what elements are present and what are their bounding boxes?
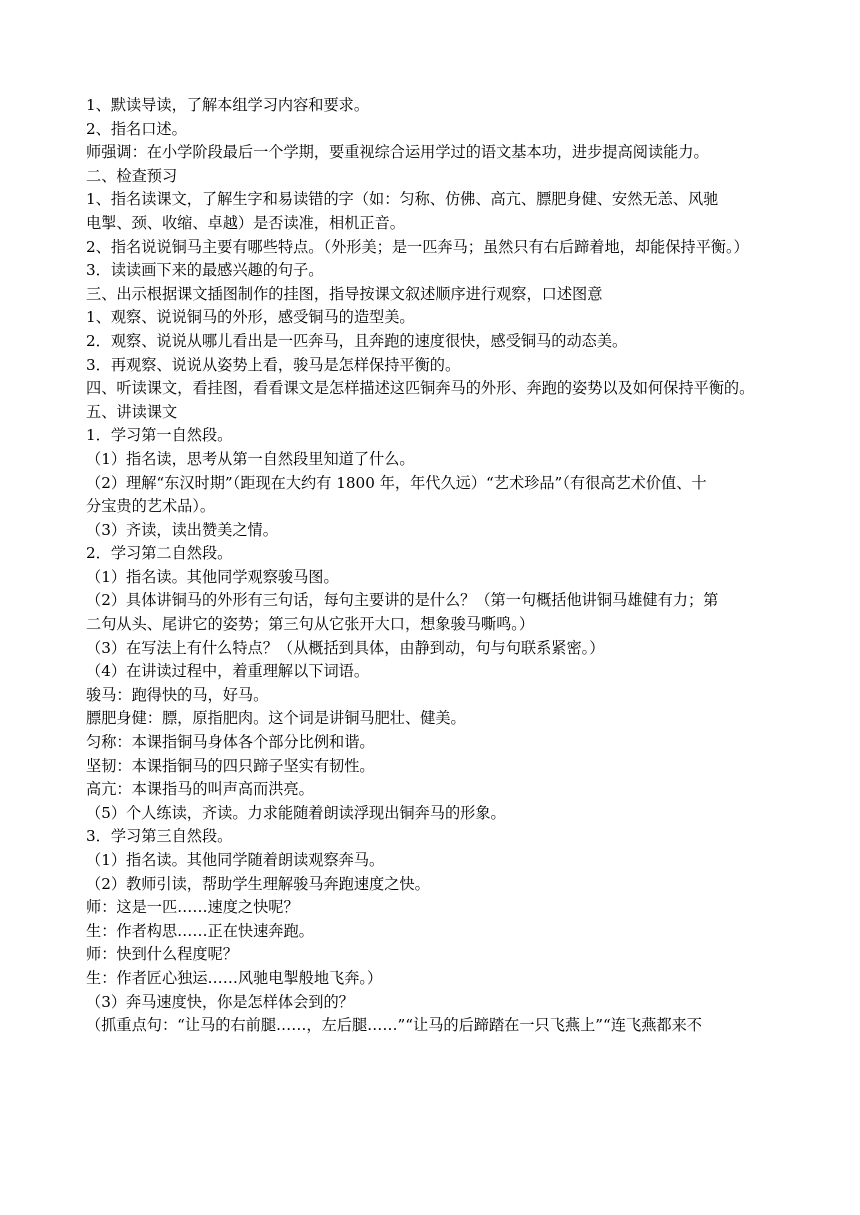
text-line: 膘肥身健：膘，原指肥肉。这个词是讲铜马肥壮、健美。 bbox=[86, 709, 466, 728]
text-line: 3．读读画下来的最感兴趣的句子。 bbox=[86, 261, 324, 280]
text-line: （3）在写法上有什么特点？（从概括到具体，由静到动，句与句联系紧密。） bbox=[86, 638, 605, 657]
text-line: （3）齐读，读出赞美之情。 bbox=[86, 520, 278, 539]
text-line: （2）具体讲铜马的外形有三句话，每句主要讲的是什么？（第一句概括他讲铜马雄健有力；第 bbox=[86, 591, 719, 610]
text-line: （1）指名读。其他同学随着朗读观察奔马。 bbox=[86, 851, 385, 869]
text-line: 匀称：本课指铜马身体各个部分比例和谐。 bbox=[86, 733, 375, 752]
text-line: （抓重点句：“让马的右前腿……，左后腿……”“让马的后蹄踏在一只飞燕上”“连飞燕都来不 bbox=[86, 1016, 702, 1035]
section-heading: 三、出示根据课文插图制作的挂图，指导按课文叙述顺序进行观察，口述图意 bbox=[86, 284, 603, 303]
section-heading: 二、检查预习 bbox=[86, 166, 178, 185]
text-line: （4）在讲读过程中，着重理解以下词语。 bbox=[86, 662, 370, 681]
text-line: （5）个人练读，齐读。力求能随着朗读浮现出铜奔马的形象。 bbox=[86, 803, 506, 822]
text-line: 1、观察、说说铜马的外形，感受铜马的造型美。 bbox=[86, 308, 415, 327]
text-line: 师：这是一匹……速度之快呢？ bbox=[86, 898, 299, 917]
text-line: 生：作者匠心独运……风驰电掣般地飞奔。） bbox=[86, 968, 383, 987]
text-line: 电掣、颈、收缩、卓越）是否读准，相机正音。 bbox=[86, 213, 405, 232]
text-line: 生：作者构思……正在快速奔跑。 bbox=[86, 921, 314, 940]
text-line: （1）指名读。其他同学观察骏马图。 bbox=[86, 567, 339, 586]
section-heading: 五、讲读课文 bbox=[86, 402, 178, 421]
text-line: 分宝贵的艺术品）。 bbox=[86, 497, 216, 516]
text-line: 1、指名读课文，了解生字和易读错的字（如：匀称、仿佛、高亢、膘肥身健、安然无恙、风驰 bbox=[86, 190, 719, 209]
text-line: 3．再观察、说说从姿势上看，骏马是怎样保持平衡的。 bbox=[86, 355, 461, 374]
text-line: 骏马：跑得快的马，好马。 bbox=[86, 685, 269, 704]
text-line: 2、指名说说铜马主要有哪些特点。（外形美；是一匹奔马；虽然只有右后蹄着地，却能保持平衡。） bbox=[86, 237, 749, 256]
text-line: 1．学习第一自然段。 bbox=[86, 426, 233, 445]
text-line: 师强调：在小学阶段最后一个学期，要重视综合运用学过的语文基本功，进步提高阅读能力。 bbox=[86, 143, 709, 162]
text-line: 1、默读导读，了解本组学习内容和要求。 bbox=[86, 96, 370, 114]
text-line: （1）指名读，思考从第一自然段里知道了什么。 bbox=[86, 449, 415, 468]
section-heading: 四、听读课文，看挂图，看看课文是怎样描述这匹铜奔马的外形、奔跑的姿势以及如何保持平衡的。 bbox=[86, 379, 755, 398]
text-line: 二句从头、尾讲它的姿势；第三句从它张开大口，想象骏马嘶鸣。） bbox=[86, 615, 535, 634]
text-line: 2．学习第二自然段。 bbox=[86, 544, 233, 563]
document-body bbox=[86, 94, 794, 1038]
text-line: （2）教师引读，帮助学生理解骏马奔跑速度之快。 bbox=[86, 874, 430, 893]
text-line: 3．学习第三自然段。 bbox=[86, 827, 233, 846]
text-line: （3）奔马速度快，你是怎样体会到的？ bbox=[86, 992, 354, 1011]
text-line: 2、指名口述。 bbox=[86, 119, 187, 138]
text-line: 2．观察、说说从哪儿看出是一匹奔马，且奔跑的速度很快，感受铜马的动态美。 bbox=[86, 331, 628, 350]
text-line: 坚韧：本课指铜马的四只蹄子坚实有韧性。 bbox=[86, 756, 375, 775]
text-line: 师：快到什么程度呢？ bbox=[86, 945, 238, 964]
text-line: （2）理解“东汉时期”（距现在大约有 1800 年，年代久远）“艺术珍品”（有很高艺术价值、十 bbox=[86, 473, 707, 492]
text-line: 高亢：本课指马的叫声高而洪亮。 bbox=[86, 780, 314, 799]
